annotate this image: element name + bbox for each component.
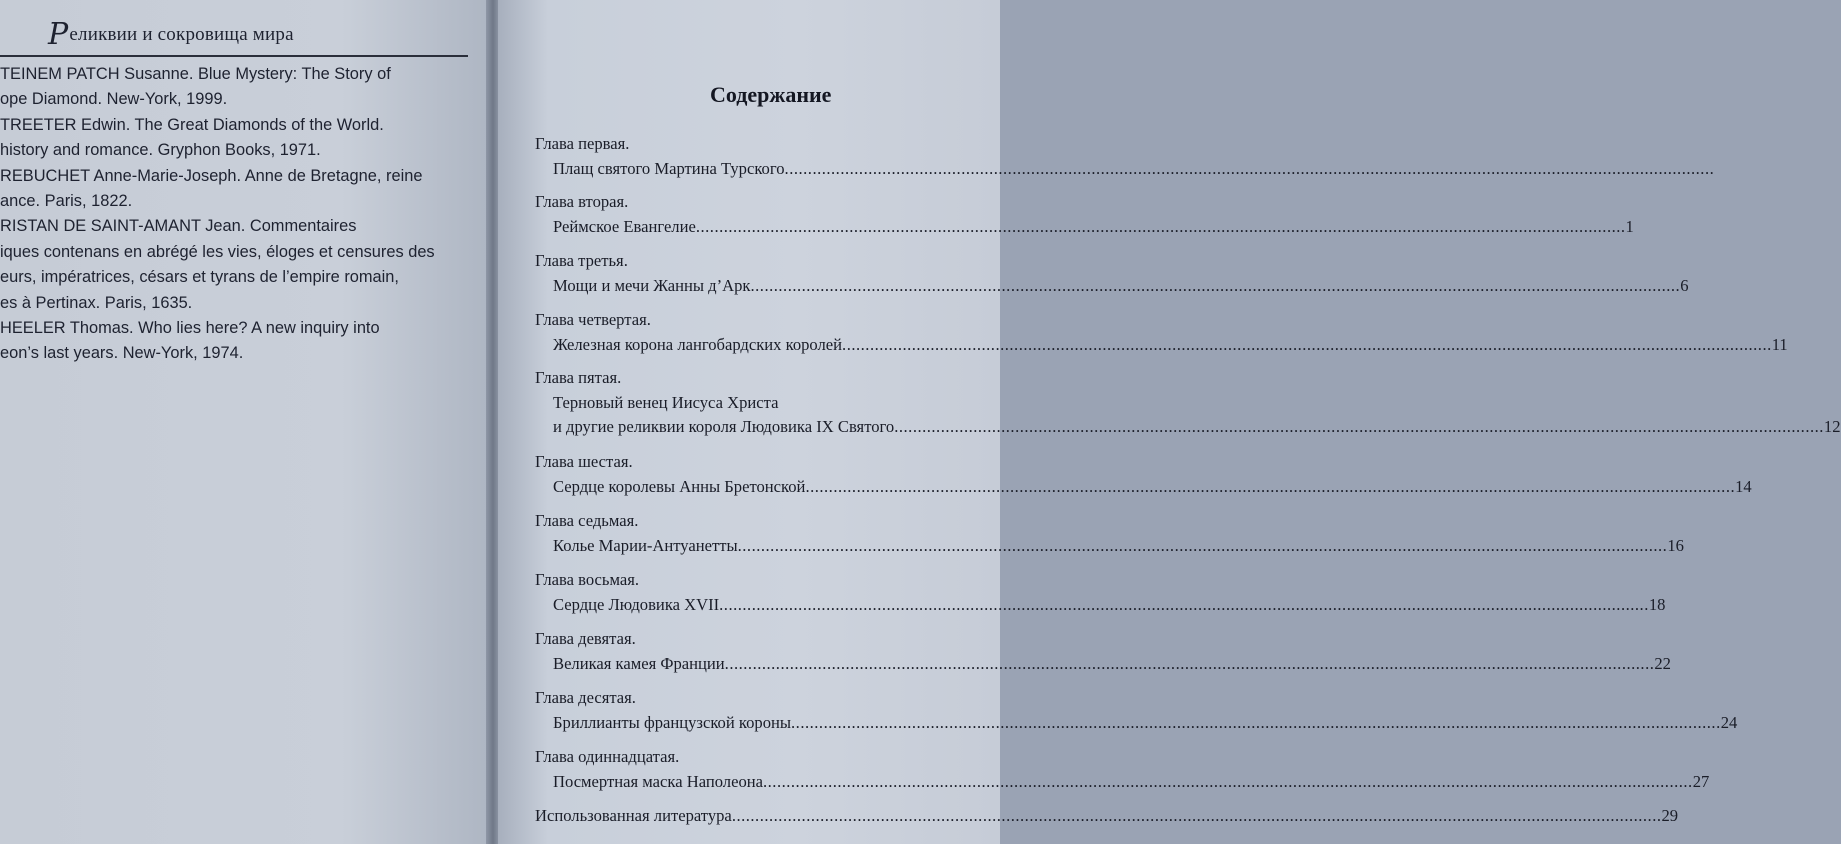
toc-chapter-label: Глава десятая. (535, 688, 636, 707)
toc-page-number: 12 (1823, 417, 1841, 436)
toc-chapter-label: Глава восьмая. (535, 570, 640, 589)
toc-references-entry (535, 806, 1679, 826)
toc-chapter-label: Глава вторая. (535, 192, 629, 211)
toc-entry-title: Реймское Евангелие (553, 216, 696, 236)
dot-leader: ........................................................................................................................................................................................................ (894, 417, 1824, 436)
bib-entry-line: es à Pertinax. Paris, 1635. (0, 293, 193, 312)
toc-entry (553, 771, 1710, 792)
toc-page-number: 29 (1661, 806, 1679, 825)
toc-entry-title: и другие реликвии короля Людовика IX Святого (553, 417, 895, 436)
toc-entry-title: Колье Марии-Антуанетты (553, 535, 738, 555)
toc-entry-title: Железная корона лангобардских королей (553, 334, 843, 354)
toc-entry-title: Посмертная маска Наполеона (553, 771, 763, 791)
toc-chapter-label: Глава шестая. (535, 452, 633, 471)
toc-chapter-label: Глава девятая. (535, 629, 636, 648)
toc-chapter-label: Глава седьмая. (535, 511, 639, 530)
toc-entry (553, 158, 1715, 179)
toc-entry-title: Терновый венец Иисуса Христа (553, 392, 779, 412)
toc-page-number: 18 (1648, 594, 1666, 614)
dot-leader: ........................................................................................................................................................................................................ (784, 158, 1715, 178)
toc-entry (553, 476, 1752, 497)
dot-leader: ........................................................................................................................................................................................................ (737, 535, 1668, 555)
toc-page-number: 6 (1680, 275, 1689, 295)
toc-entry (553, 712, 1738, 733)
bib-entry-line: eon’s last years. New-York, 1974. (0, 344, 244, 363)
toc-page-number: 22 (1654, 653, 1671, 673)
bib-entry-line: history and romance. Gryphon Books, 1971. (0, 141, 321, 160)
bib-entry-line: ance. Paris, 1822. (0, 192, 133, 211)
toc-entry (553, 535, 1684, 556)
running-head-text: еликвии и сокровища мира (69, 24, 294, 45)
bibliography-list (0, 62, 450, 367)
toc-chapter-label: Глава пятая. (535, 368, 622, 387)
toc-entry-title: Сердце королевы Анны Бретонской (553, 476, 806, 496)
dot-leader: ........................................................................................................................................................................................................ (805, 476, 1736, 496)
running-head-initial: Р (48, 17, 69, 52)
toc-entry-title: Мощи и мечи Жанны д’Арк (553, 275, 751, 295)
toc-page-number: 11 (1771, 334, 1788, 354)
toc-page-number: 14 (1735, 476, 1752, 496)
bib-entry-line: TEINEM PATCH Susanne. Blue Mystery: The Story of (0, 65, 391, 83)
toc-page-number: 16 (1667, 535, 1684, 555)
dot-leader: ........................................................................................................................................................................................................ (719, 594, 1649, 614)
running-head (48, 17, 294, 52)
dot-leader: ........................................................................................................................................................................................................ (724, 653, 1655, 673)
toc-entry-title: Бриллианты французской короны (553, 712, 792, 732)
dot-leader: ........................................................................................................................................................................................................ (731, 806, 1662, 825)
dot-leader: ........................................................................................................................................................................................................ (763, 771, 1693, 791)
toc-entry (553, 393, 1000, 413)
bib-entry-line: iques contenans en abrégé les vies, éloges et censures des (0, 242, 435, 261)
toc-entry (553, 653, 1671, 674)
dot-leader: ........................................................................................................................................................................................................ (750, 275, 1681, 295)
toc-chapter-label: Глава одиннадцатая. (535, 747, 680, 766)
bib-entry-line: HEELER Thomas. Who lies here? A new inquiry into (0, 319, 380, 338)
bib-entry-line: ope Diamond. New-York, 1999. (0, 90, 228, 109)
bib-entry-line: TREETER Edwin. The Great Diamonds of the World. (0, 115, 384, 134)
header-rule (0, 55, 468, 57)
bib-entry-line: RISTAN DE SAINT-AMANT Jean. Commentaires (0, 217, 357, 236)
toc-chapter-label: Глава первая. (535, 134, 630, 153)
toc-entry (553, 594, 1666, 615)
toc-entry-title: Сердце Людовика XVII (553, 594, 720, 614)
toc-entry-title: Использованная литература (535, 806, 732, 825)
toc-chapter-label: Глава третья. (535, 251, 628, 270)
toc-entry-title: Великая камея Франции (553, 653, 725, 673)
toc-title: Содержание (710, 82, 832, 107)
toc-page-number: 1 (1625, 216, 1634, 236)
dot-leader: ........................................................................................................................................................................................................ (842, 334, 1772, 354)
toc-entry-title: Плащ святого Мартина Турского (553, 158, 785, 178)
toc-page-number: 24 (1720, 712, 1738, 732)
bib-entry-line: eurs, impératrices, césars et tyrans de l’empire romain, (0, 268, 399, 287)
dot-leader: ........................................................................................................................................................................................................ (695, 216, 1626, 236)
left-page (0, 0, 488, 844)
toc-chapter-label: Глава четвертая. (535, 310, 651, 329)
toc-entry (553, 216, 1634, 237)
dot-leader: ........................................................................................................................................................................................................ (791, 712, 1721, 732)
toc-page-number: 27 (1692, 771, 1710, 791)
toc-entry (553, 417, 1841, 437)
toc-entry (553, 334, 1788, 355)
toc-entry (553, 275, 1689, 296)
bib-entry-line: REBUCHET Anne-Marie-Joseph. Anne de Bretagne, reine (0, 166, 423, 185)
